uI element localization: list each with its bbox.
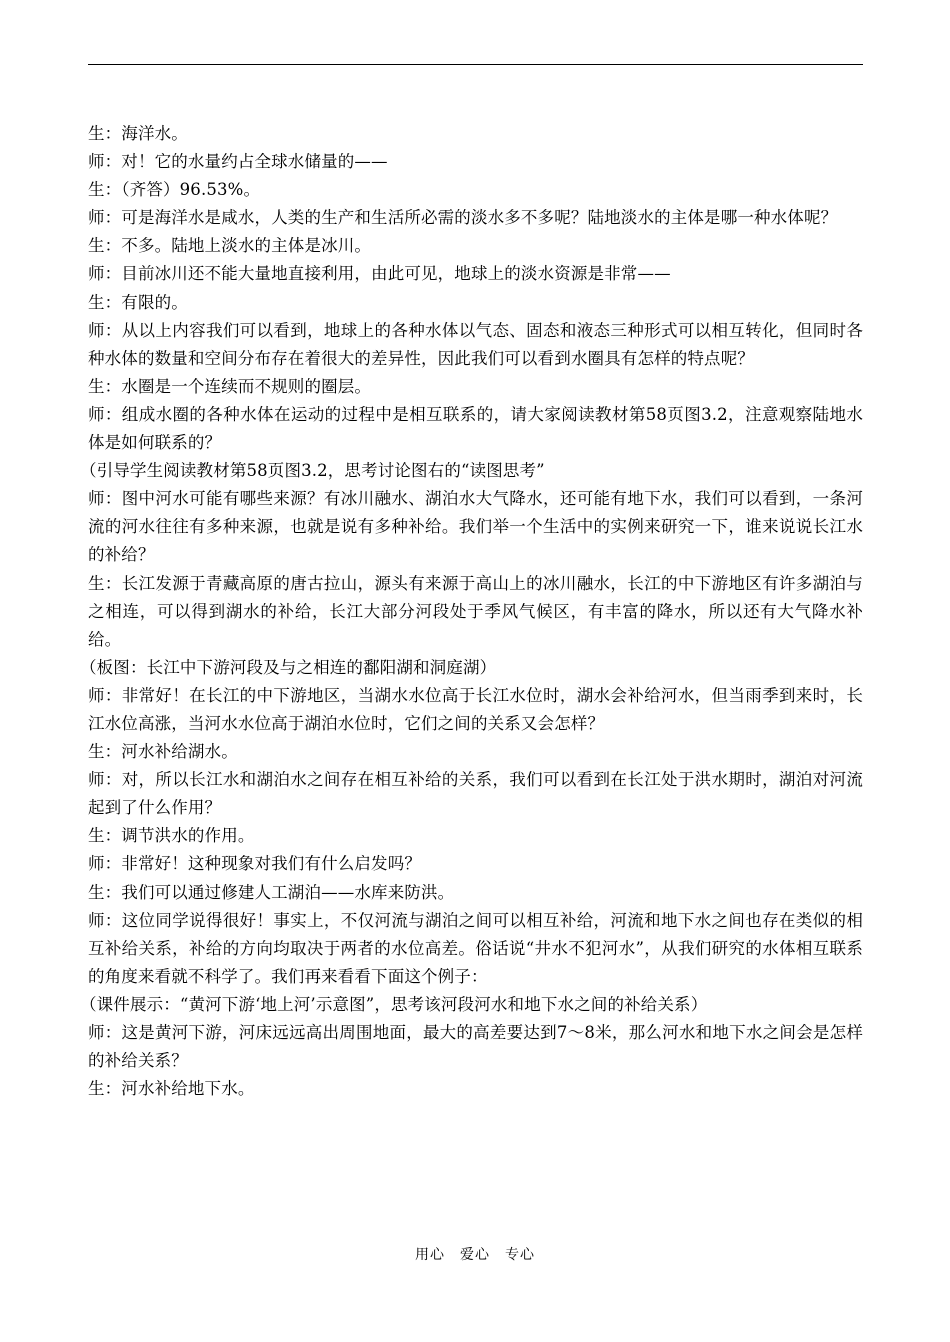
paragraph-dialogue: 师：组成水圈的各种水体在运动的过程中是相互联系的，请大家阅读教材第58页图3.2，注意观察陆地水体是如何联系的？: [88, 404, 863, 453]
paragraph-dialogue: 生：河水补给湖水。: [88, 742, 238, 762]
paragraph-dialogue: 生：我们可以通过修建人工湖泊——水库来防洪。: [88, 882, 455, 902]
paragraph-note: （课件展示：“黄河下游‘地上河’示意图”，思考该河段河水和地下水之间的补给关系）: [80, 994, 708, 1014]
paragraph-dialogue: 生：（齐答）96.53%。: [88, 180, 261, 200]
paragraph-dialogue: 师：对，所以长江水和湖泊水之间存在相互补给的关系，我们可以看到在长江处于洪水期时，湖泊对河流起到了什么作用？: [88, 770, 863, 818]
paragraph-dialogue: 师：对！它的水量约占全球水储量的——: [88, 152, 388, 172]
paragraph-dialogue: 生：有限的。: [88, 292, 188, 312]
paragraph-dialogue: 师：这是黄河下游，河床远远高出周围地面，最大的高差要达到7～8米，那么河水和地下水之间会是怎样的补给关系？: [88, 1023, 863, 1071]
page-footer: 用心 爱心 专心: [415, 1247, 535, 1263]
paragraph-dialogue: 生：不多。陆地上淡水的主体是冰川。: [88, 236, 372, 256]
header-rule: [88, 64, 863, 65]
paragraph-dialogue: 师：图中河水可能有哪些来源？有冰川融水、湖泊水大气降水，还可能有地下水，我们可以看到，一条河流的河水往往有多种来源，也就是说有多种补给。我们举一个生活中的实例来研究一下，谁来说说长江水的补给？: [88, 489, 863, 565]
paragraph-dialogue: 师：非常好！在长江的中下游地区，当湖水水位高于长江水位时，湖水会补给河水，但当雨季到来时，长江水位高涨，当河水水位高于湖泊水位时，它们之间的关系又会怎样？: [88, 685, 863, 733]
paragraph-dialogue: 师：目前冰川还不能大量地直接利用，由此可见，地球上的淡水资源是非常——: [88, 264, 671, 284]
paragraph-dialogue: 生：调节洪水的作用。: [88, 826, 255, 846]
paragraph-dialogue: 生：海洋水。: [88, 124, 188, 143]
paragraph-note: （引导学生阅读教材第58页图3.2，思考讨论图右的“读图思考”: [80, 461, 545, 481]
paragraph-dialogue: 生：水圈是一个连续而不规则的圈层。: [88, 376, 372, 396]
paragraph-dialogue: 师：可是海洋水是咸水，人类的生产和生活所必需的淡水多不多呢？陆地淡水的主体是哪一种水体呢？: [88, 208, 838, 228]
paragraph-dialogue: 生：河水补给地下水。: [88, 1079, 255, 1099]
paragraph-dialogue: 师：从以上内容我们可以看到，地球上的各种水体以气态、固态和液态三种形式可以相互转化，但同时各种水体的数量和空间分布存在着很大的差异性，因此我们可以看到水圈具有怎样的特点呢？: [88, 320, 863, 368]
paragraph-dialogue: 师：非常好！这种现象对我们有什么启发吗？: [88, 854, 421, 874]
paragraph-dialogue: 师：这位同学说得很好！事实上，不仅河流与湖泊之间可以相互补给，河流和地下水之间也存在类似的相互补给关系，补给的方向均取决于两者的水位高差。俗话说“井水不犯河水”，从我们研究的水体相互联系的角度来看就不科学了。我们再来看看下面这个例子：: [88, 910, 863, 986]
paragraph-dialogue: 生：长江发源于青藏高原的唐古拉山，源头有来源于高山上的冰川融水，长江的中下游地区有许多湖泊与之相连，可以得到湖水的补给，长江大部分河段处于季风气候区，有丰富的降水，所以还有大气降水补给。: [88, 573, 863, 649]
paragraph-note: （板图：长江中下游河段及与之相连的鄱阳湖和洞庭湖）: [80, 657, 497, 677]
document-body: [80, 120, 863, 1103]
